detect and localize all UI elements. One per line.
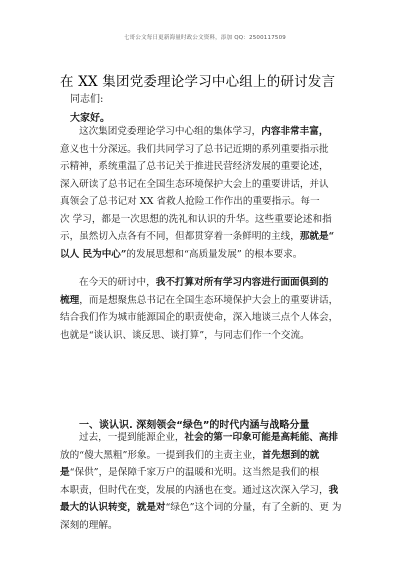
paragraph-line [60, 228, 360, 246]
paragraph-line [60, 464, 360, 482]
paragraph-line [60, 429, 360, 447]
paragraph-line [60, 292, 360, 310]
bold-run: 首先想到的就 [261, 449, 320, 461]
paragraph-line: 意义也十分深远。我们共同学习了总书记近期的系列重要指示批 [60, 143, 329, 155]
paragraph-line [60, 274, 360, 292]
text-run: 在今天的研讨中， [79, 277, 156, 288]
bold-run: 我 [328, 484, 339, 496]
paragraph-line [60, 482, 360, 500]
paragraph-2 [60, 274, 360, 344]
paragraph-line: 次 学习，都是一次思想的洗礼和认识的升华。这些重要论述和指 [60, 213, 332, 225]
paragraph-line: 真领会了总书记对 XX 省救人抢险工作作出的重要指示。每一 [60, 196, 320, 207]
bold-run: 以人 民为中心” [60, 248, 127, 260]
document-title: 在 XX 集团党委理论学习中心组上的研讨发言 [60, 74, 336, 90]
header-note: 七哥公文每日更新海量时政公文资料，添加 QQ：2500117509 [123, 35, 286, 41]
text-run: 示，虽然切入点各有不同，但都贯穿着一条鲜明的主线， [60, 231, 300, 242]
bold-run: 梳理 [60, 294, 80, 306]
text-run: 这次集团党委理论学习中心组的集体学习， [79, 126, 262, 137]
paragraph-3 [60, 429, 360, 534]
bold-run: 内容非常丰富， [261, 126, 329, 137]
paragraph-line: 深刻的理解。 [60, 519, 118, 531]
section-heading: 一、谈认识. 深刻领会“绿色”的时代内涵与战略分量 [79, 420, 310, 431]
paragraph-line [60, 499, 360, 517]
bold-run: 那就是“ [299, 231, 335, 242]
paragraph-line: 也就是“谈认识、谈反思、谈打算”，与同志们作一个交流。 [60, 329, 310, 341]
text-run: “保供”，是保障千家万户的温暖和光明。这当然是我们的根 [69, 467, 320, 478]
paragraph-line [60, 447, 360, 465]
paragraph-line: 深入研读了总书记在全国生态环境保护大会上的重要讲话，并认 [60, 178, 329, 190]
paragraph-line [60, 246, 360, 264]
bold-run: 社会的第一印象可能是高耗能、高排 [184, 432, 339, 443]
paragraph-line [60, 123, 360, 141]
text-run: 本职责，但时代在变，发展的内涵也在变。通过这次深入学习， [60, 484, 329, 496]
paragraph-1 [60, 123, 360, 263]
text-run: ，而是想聚焦总书记在全国生态环境保护大会上的重要讲话， [79, 294, 339, 306]
text-run: “绿色”这个词的分量，有了全新的、更 为 [165, 502, 342, 513]
text-run: 的发展思想和“高质量发展” 的根本要求。 [126, 248, 303, 260]
bold-run: 最大的认识转变，就是对 [60, 502, 166, 513]
paragraph-line: 结合我们作为城市能源国企的职责使命，深入地谈三点个人体会， [60, 312, 339, 323]
text-run: 过去，一提到能源企业， [79, 432, 185, 443]
greeting: 大家好。 [70, 113, 110, 124]
bold-run: 我不打算对所有学习内容进行面面俱到的 [155, 277, 329, 288]
text-run: 放的“傻大黑粗”形象。一提到我们的主责主业， [60, 449, 262, 461]
salutation: 同志们: [70, 94, 104, 105]
paragraph-line: 示精神，系统重温了总书记关于推进民营经济发展的重要论述， [60, 161, 329, 172]
bold-run: 是 [60, 467, 70, 478]
